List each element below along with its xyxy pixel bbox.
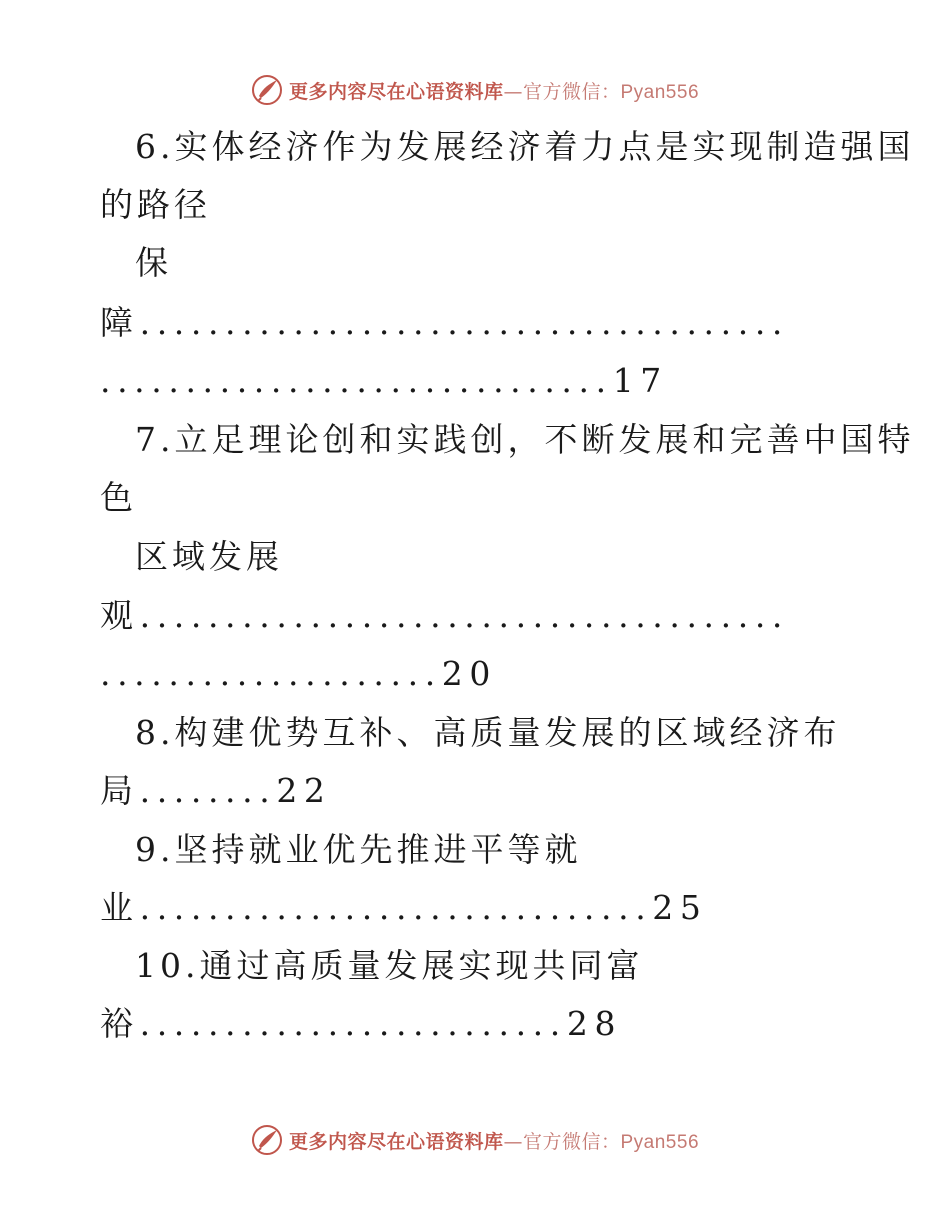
watermark-wechat-label: 官方微信： xyxy=(522,1130,621,1153)
toc-line: 10.通过高质量发展实现共同富 xyxy=(135,946,644,985)
toc-line: 7.立足理论创和实践创，不断发展和完善中国特 xyxy=(135,420,915,459)
toc-line: 色 xyxy=(100,478,137,517)
watermark-brand: 更多内容尽在心语资料库 xyxy=(288,80,504,103)
toc-line: 局........22 xyxy=(100,771,332,810)
watermark-wechat-id: Pyan556 xyxy=(620,81,700,103)
toc-line: ....................20 xyxy=(100,654,497,693)
pen-logo-icon xyxy=(251,1124,283,1156)
toc-line: 6.实体经济作为发展经济着力点是实现制造强国 xyxy=(135,127,915,166)
toc-line: 区域发展 xyxy=(135,537,283,576)
toc-line: 9.坚持就业优先推进平等就 xyxy=(135,830,582,869)
watermark-wechat-label: 官方微信： xyxy=(522,80,621,103)
watermark-wechat-id: Pyan556 xyxy=(620,1131,700,1153)
toc-line: 业..............................25 xyxy=(100,888,708,927)
toc-line: 裕.........................28 xyxy=(100,1004,623,1043)
watermark-separator: — xyxy=(503,80,523,103)
toc-line: 保 xyxy=(135,243,172,282)
watermark-text xyxy=(289,1127,699,1154)
toc-line: ..............................17 xyxy=(100,361,668,400)
toc-line: 障...................................... xyxy=(100,303,790,342)
footer-watermark xyxy=(0,1120,950,1160)
toc-line: 的路径 xyxy=(100,185,211,224)
toc-line: 观...................................... xyxy=(100,596,790,635)
toc-line: 8.构建优势互补、高质量发展的区域经济布 xyxy=(135,713,841,752)
watermark-separator: — xyxy=(503,1130,523,1153)
watermark-brand: 更多内容尽在心语资料库 xyxy=(288,1130,504,1153)
